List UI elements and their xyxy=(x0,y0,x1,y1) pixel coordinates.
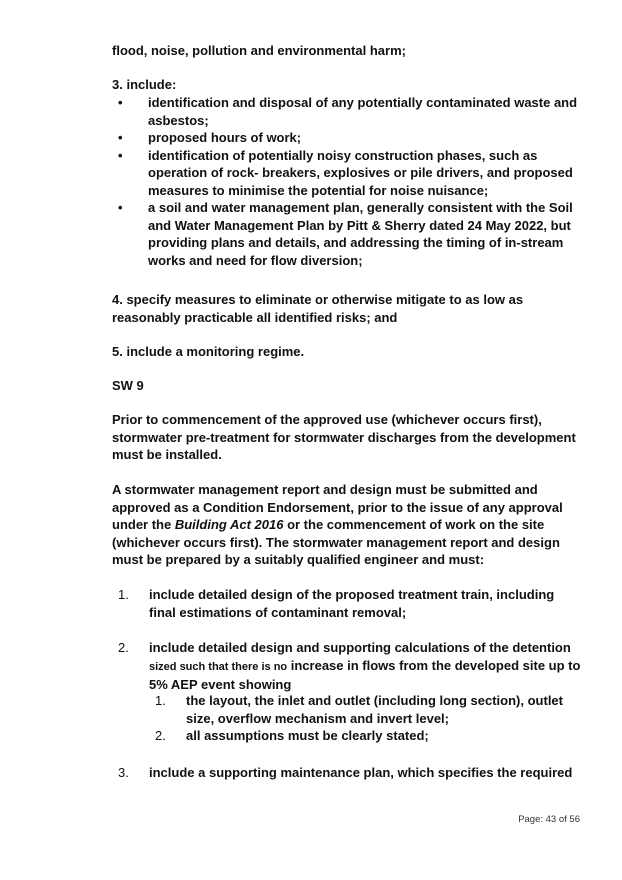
sub-item-text: all assumptions must be clearly stated; xyxy=(186,728,429,743)
text-line-top: flood, noise, pollution and environmental harm; xyxy=(112,43,406,58)
numbered-item-3 xyxy=(112,764,582,782)
bullet-icon: • xyxy=(118,147,123,163)
numbered-item-1 xyxy=(112,586,582,621)
number-label: 2. xyxy=(155,728,166,743)
item-5-text: 5. include a monitoring regime. xyxy=(112,344,305,359)
number-label: 3. xyxy=(118,765,129,780)
bullet-icon: • xyxy=(118,200,123,215)
numbered-text-small: sized such that there is no xyxy=(149,660,288,673)
page-number: Page: 43 of 56 xyxy=(518,814,580,825)
section-heading-sw9: SW 9 xyxy=(112,378,144,393)
number-label: 1. xyxy=(118,587,129,602)
number-label: 2. xyxy=(118,640,129,655)
bullet-item xyxy=(112,94,582,129)
sub-item xyxy=(149,692,589,727)
sub-list xyxy=(149,692,589,745)
bullet-text: identification and disposal of any potentially contaminated waste and asbestos; xyxy=(148,95,578,128)
para-text-b: or the commencement of work on the site (whichever occurs first). The stormwater management report and design must be prepared by a suitably qualified engineer and must: xyxy=(112,517,560,567)
bullet-text: identification of potentially noisy construction phases, such as operation of rock- breakers, explosives or pile drivers, and proposed measures to minimise the potential for noise nuisance; xyxy=(148,147,573,198)
bullet-text: a soil and water management plan, generally consistent with the Soil and Water Management Plan by Pitt & Sherry dated 24 May 2022, but providing plans and details, and addressing the timing of in-stream works and need for flow diversion; xyxy=(148,200,573,268)
para-text-a: A stormwater management report and design must be submitted and approved as a Condition Endorsement, prior to the issue of any approval under the xyxy=(112,482,563,532)
paragraph-stormwater-report xyxy=(112,481,582,569)
bullet-list xyxy=(112,94,582,269)
sub-item-text: the layout, the inlet and outlet (including long section), outlet size, overflow mechanism and invert level; xyxy=(186,693,563,726)
bullet-icon: • xyxy=(118,95,123,110)
numbered-text-b: increase in flows from the developed site up to 5% AEP event showing xyxy=(149,657,581,692)
numbered-item-2 xyxy=(112,639,582,694)
para-text-italic: Building Act 2016 xyxy=(174,517,284,532)
numbered-text: include detailed design of the proposed treatment train, including final estimations of contaminant removal; xyxy=(149,587,555,620)
bullet-text: proposed hours of work; xyxy=(148,130,302,145)
item-3-heading: 3. include: xyxy=(112,77,177,92)
bullet-icon: • xyxy=(118,130,123,145)
numbered-text: include a supporting maintenance plan, which specifies the required xyxy=(149,765,573,780)
bullet-item xyxy=(112,129,582,147)
numbered-text-a: include detailed design and supporting calculations of the detention xyxy=(149,640,571,655)
number-label: 1. xyxy=(155,693,166,708)
bullet-item xyxy=(112,199,582,269)
bullet-item xyxy=(112,147,582,200)
item-4-text: 4. specify measures to eliminate or otherwise mitigate to as low as reasonably practicable all identified risks; and xyxy=(112,292,524,325)
sub-item xyxy=(149,727,589,745)
paragraph-pretreatment: Prior to commencement of the approved use (whichever occurs first), stormwater pre-treatment for stormwater discharges from the development must be installed. xyxy=(112,412,576,462)
